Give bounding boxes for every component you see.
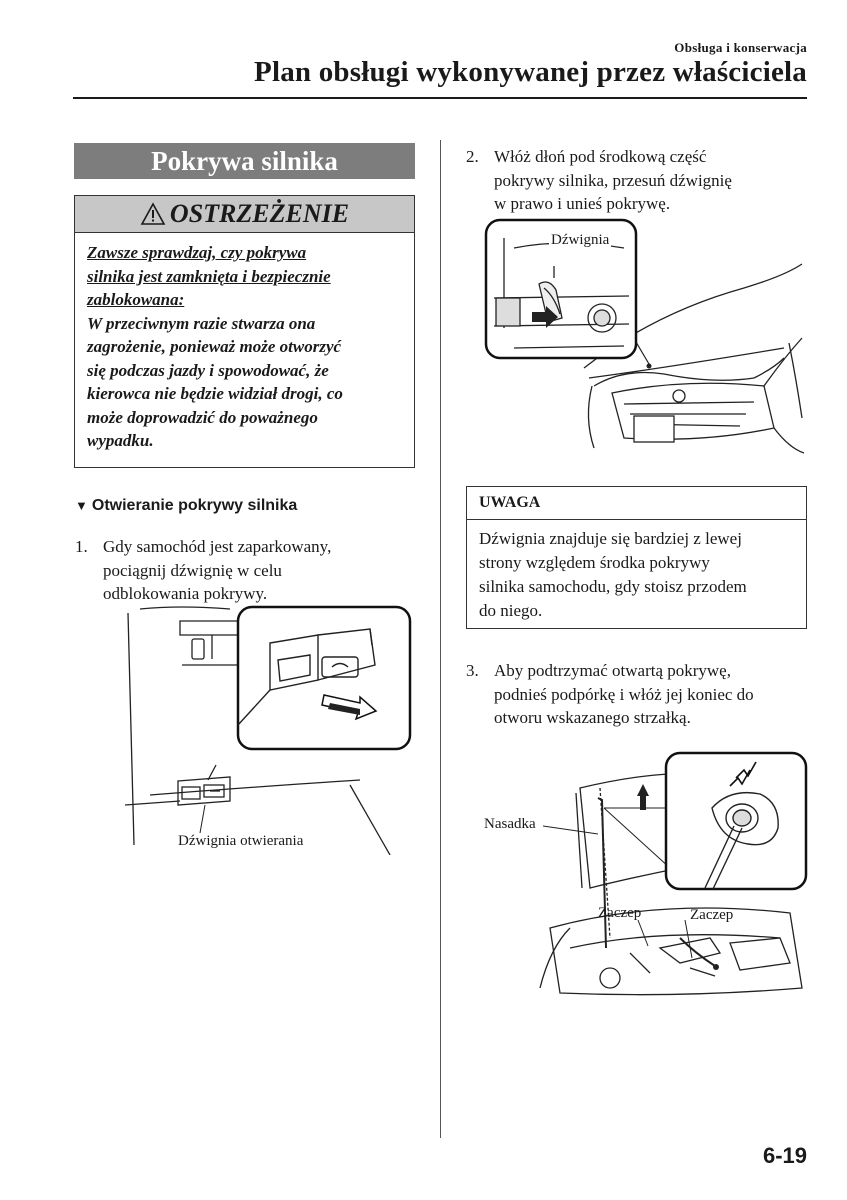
- lever-label: Dźwignia: [551, 232, 610, 248]
- section-title: Pokrywa silnika: [74, 143, 415, 179]
- warning-triangle-icon: [140, 202, 166, 226]
- warning-line: może doprowadzić do poważnego: [87, 407, 318, 427]
- subsection-heading: [75, 497, 297, 515]
- step-line: podnieś podpórkę i włóż jej koniec do: [494, 684, 754, 704]
- column-divider: [440, 140, 441, 1138]
- step-line: Włóż dłoń pod środkową część: [494, 147, 707, 166]
- clip-label-1: Zaczep: [598, 905, 642, 921]
- page-title: Plan obsługi wykonywanej przez właściciela: [254, 56, 807, 88]
- step-line: Aby podtrzymać otwartą pokrywę,: [494, 661, 731, 680]
- step-line: pokrywy silnika, przesuń dźwignię: [494, 170, 732, 190]
- note-line: strony względem środka pokrywy: [479, 553, 710, 572]
- lever-label: Dźwignia otwierania: [178, 833, 304, 849]
- note-line: do niego.: [479, 601, 543, 620]
- note-line: silnika samochodu, gdy stoisz przodem: [479, 577, 747, 596]
- hood-latch-illustration: [484, 218, 809, 468]
- warning-line: W przeciwnym razie stwarza ona: [87, 313, 316, 333]
- page-number: 6-19: [762, 1143, 807, 1168]
- warning-line: zablokowana:: [87, 290, 185, 309]
- note-title: UWAGA: [467, 487, 806, 520]
- clip-label-2: Zaczep: [690, 907, 734, 923]
- warning-header: [75, 196, 414, 233]
- step-line: pociągnij dźwignię w celu: [103, 560, 282, 580]
- step-number: 1.: [75, 537, 88, 556]
- figure-hood-latch: [484, 218, 809, 468]
- warning-line: kierowca nie będzie widział drogi, co: [87, 384, 343, 403]
- note-box: [466, 486, 807, 629]
- step-text: [494, 145, 732, 216]
- step-line: Gdy samochód jest zaparkowany,: [103, 537, 332, 556]
- warning-body: [75, 233, 414, 453]
- step-2: [466, 145, 806, 217]
- step-1: [75, 535, 415, 607]
- triangle-down-icon: ▼: [75, 498, 88, 513]
- figure-hood-support-rod: [480, 748, 810, 1003]
- step-line: otworu wskazanego strzałką.: [494, 708, 691, 727]
- header-divider: [73, 97, 807, 99]
- support-rod-illustration: [480, 748, 810, 1003]
- step-line: w prawo i unieś pokrywę.: [494, 194, 671, 213]
- warning-box: [74, 195, 415, 468]
- step-text: [103, 535, 331, 606]
- subsection-title: Otwieranie pokrywy silnika: [91, 497, 298, 514]
- warning-line: się podczas jazdy i spowodować, że: [87, 360, 329, 380]
- note-body: [467, 520, 806, 623]
- warning-line: Zawsze sprawdzaj, czy pokrywa: [87, 243, 307, 262]
- note-line: Dźwignia znajduje się bardziej z lewej: [479, 529, 742, 548]
- rod-label: Nasadka: [484, 816, 536, 832]
- step-3: [466, 659, 806, 731]
- chapter-title: Obsługa i konserwacja: [674, 40, 807, 55]
- step-text: [494, 659, 754, 730]
- warning-line: wypadku.: [87, 431, 154, 450]
- figure-hood-release-lever: [120, 605, 420, 855]
- warning-line: zagrożenie, ponieważ może otworzyć: [87, 337, 342, 356]
- hood-release-illustration: [120, 605, 420, 855]
- step-number: 3.: [466, 661, 479, 680]
- warning-title: OSTRZEŻENIE: [169, 199, 350, 228]
- step-number: 2.: [466, 147, 479, 166]
- step-line: odblokowania pokrywy.: [103, 584, 268, 603]
- warning-line: silnika jest zamknięta i bezpiecznie: [87, 266, 331, 286]
